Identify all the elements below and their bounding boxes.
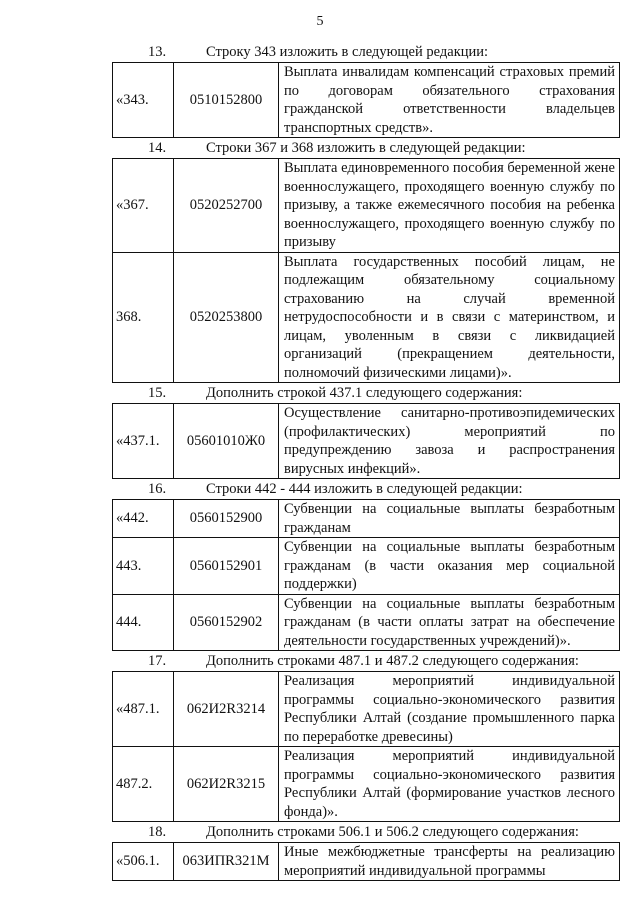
row-number-cell: «442. <box>113 500 174 538</box>
section-number: 15. <box>148 385 167 401</box>
section-heading <box>112 138 620 158</box>
section-heading <box>112 383 620 403</box>
table-row <box>113 747 620 822</box>
description-cell: Субвенции на социальные выплаты безработным гражданам (в части оплаты затрат на обеспечение деятельности государственных учреждений)». <box>279 594 620 651</box>
row-number-cell: 368. <box>113 252 174 383</box>
code-cell: 062И2R3215 <box>174 747 279 822</box>
code-cell: 0520252700 <box>174 159 279 253</box>
section-title: Дополнить строками 506.1 и 506.2 следующего содержания: <box>206 824 579 840</box>
row-number-cell: 487.2. <box>113 747 174 822</box>
row-number-cell: «367. <box>113 159 174 253</box>
table-row <box>113 843 620 881</box>
amendment-section <box>112 383 620 479</box>
section-heading <box>112 479 620 499</box>
page-number: 5 <box>316 14 324 29</box>
budget-rows-table <box>112 158 620 383</box>
section-title: Строки 442 - 444 изложить в следующей редакции: <box>206 481 523 497</box>
table-row <box>113 594 620 651</box>
table-row <box>113 63 620 138</box>
table-row <box>113 672 620 747</box>
code-cell: 0520253800 <box>174 252 279 383</box>
table-row <box>113 159 620 253</box>
amendment-section <box>112 479 620 651</box>
row-number-cell: «506.1. <box>113 843 174 881</box>
table-row <box>113 404 620 479</box>
amendment-section <box>112 651 620 822</box>
document-body <box>112 42 620 881</box>
row-number-cell: «437.1. <box>113 404 174 479</box>
budget-rows-table <box>112 62 620 138</box>
section-number: 13. <box>148 44 167 60</box>
budget-rows-table <box>112 499 620 651</box>
code-cell: 0560152900 <box>174 500 279 538</box>
section-heading <box>112 42 620 62</box>
code-cell: 05601010Ж0 <box>174 404 279 479</box>
section-number: 17. <box>148 653 167 669</box>
table-row <box>113 252 620 383</box>
section-title: Строки 367 и 368 изложить в следующей редакции: <box>206 140 526 156</box>
budget-rows-table <box>112 403 620 479</box>
section-number: 18. <box>148 824 167 840</box>
amendment-section <box>112 822 620 881</box>
section-number: 16. <box>148 481 167 497</box>
amendment-section <box>112 138 620 383</box>
description-cell: Выплата государственных пособий лицам, не подлежащим обязательному социальному страхованию на случай временной нетрудоспособности и в связи с материнством, и лицам, уволенным в связи с ликвидацией организаций (прекращением деятельности, полномочий физическими лицами)». <box>279 252 620 383</box>
code-cell: 062И2R3214 <box>174 672 279 747</box>
code-cell: 0560152901 <box>174 538 279 595</box>
budget-rows-table <box>112 842 620 881</box>
budget-rows-table <box>112 671 620 822</box>
description-cell: Иные межбюджетные трансферты на реализацию мероприятий индивидуальной программы <box>279 843 620 881</box>
section-title: Дополнить строками 487.1 и 487.2 следующего содержания: <box>206 653 579 669</box>
description-cell: Реализация мероприятий индивидуальной программы социально-экономического развития Республики Алтай (формирование участков лесного фонда)». <box>279 747 620 822</box>
amendment-section <box>112 42 620 138</box>
table-row <box>113 538 620 595</box>
row-number-cell: 443. <box>113 538 174 595</box>
section-title: Дополнить строкой 437.1 следующего содержания: <box>206 385 523 401</box>
section-title: Строку 343 изложить в следующей редакции: <box>206 44 489 60</box>
table-row <box>113 500 620 538</box>
code-cell: 0510152800 <box>174 63 279 138</box>
description-cell: Осуществление санитарно-противоэпидемических (профилактических) мероприятий по предупреждению завоза и распространения вирусных инфекций». <box>279 404 620 479</box>
description-cell: Субвенции на социальные выплаты безработным гражданам (в части оказания мер социальной поддержки) <box>279 538 620 595</box>
row-number-cell: «343. <box>113 63 174 138</box>
row-number-cell: 444. <box>113 594 174 651</box>
row-number-cell: «487.1. <box>113 672 174 747</box>
code-cell: 0560152902 <box>174 594 279 651</box>
section-heading <box>112 651 620 671</box>
description-cell: Выплата инвалидам компенсаций страховых премий по договорам обязательного страхования гражданской ответственности владельцев транспортных средств». <box>279 63 620 138</box>
section-heading <box>112 822 620 842</box>
description-cell: Субвенции на социальные выплаты безработным гражданам <box>279 500 620 538</box>
description-cell: Выплата единовременного пособия беременной жене военнослужащего, проходящего военную службу по призыву, а также ежемесячного пособия на ребенка военнослужащего, проходящего военную службу по призыву <box>279 159 620 253</box>
section-number: 14. <box>148 140 167 156</box>
description-cell: Реализация мероприятий индивидуальной программы социально-экономического развития Республики Алтай (создание промышленного парка по переработке древесины) <box>279 672 620 747</box>
code-cell: 063ИПR321M <box>174 843 279 881</box>
